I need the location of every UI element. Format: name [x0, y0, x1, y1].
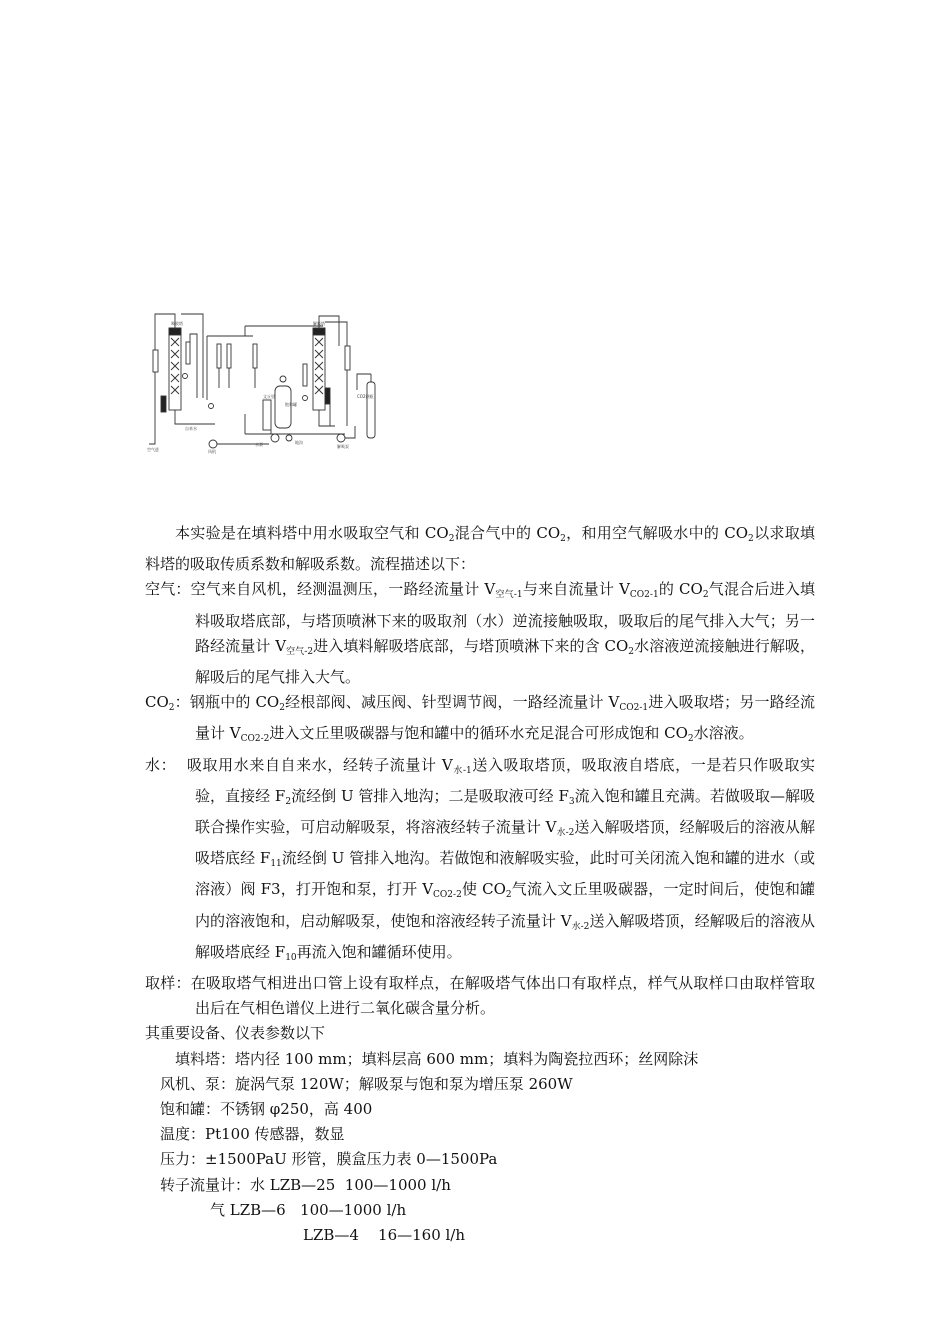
spec-rotameter-water: 转子流量计：水 LZB—25 100—1000 l/h: [160, 1175, 451, 1194]
spec-fan-pump: 风机、泵：旋涡气泵 120W；解吸泵与饱和泵为增压泵 260W: [160, 1074, 573, 1093]
diagram-label-absorber: 吸收塔: [171, 321, 183, 326]
fan-pump: [209, 440, 217, 448]
co2-paragraph: $CO_2$：钢瓶中的 $CO_2$经根部阀、减压阀、针型调节阀，一路经流量计 $V_{CO2-1}$进入吸取塔；另一路经流量计 $V_{CO2-2}$进入文丘里吸碳器与饱和罐中的循环水充足混合可形成饱和 $CO_2$水溶液。: [145, 693, 815, 745]
rotameter-water-2: [345, 346, 350, 370]
diagram-label-co2-cylinder: CO2钢瓶: [357, 394, 374, 399]
diagram-label-pump-right: 解吸泵: [337, 444, 349, 449]
rotameter-co2-1: [217, 344, 221, 368]
diagram-label-drain: 地沟: [295, 440, 303, 445]
desorption-pump: [337, 434, 345, 442]
air-paragraph: 空气：空气来自风机，经测温测压，一路经流量计 $V_{空气-1}$与来自流量计 $V_{CO2-1}$的 $CO_2$气混合后进入填料吸取塔底部，与塔顶喷淋下来的吸取剂（水）逆流接触吸取，吸取后的尾气排入大气；另一路经流量计 $V_{空气-2}$进入填料解吸塔底部，与塔顶喷淋下来的含 $CO_2$水溶液逆流接触进行解吸，解吸后的尾气排入大气。: [145, 580, 815, 687]
spec-rotameter-gas-1: 气 LZB—6 100—1000 l/h: [210, 1200, 407, 1219]
spec-temperature: 温度：Pt100 传感器，数显: [160, 1125, 345, 1144]
spec-rotameter-gas-2: LZB—4 16—160 l/h: [303, 1226, 466, 1245]
water-paragraph: 水： 吸取用水来自自来水，经转子流量计 $V_{水-1}$送入吸取塔顶，吸取液自塔底，一是若只作吸取实验，直接经 $F_2$流经倒 U 管排入地沟；二是吸取液可经 $F_3$流入饱和罐且充满。若做吸取—解吸联合操作实验，可启动解吸泵，将溶液经转子流量计 $V_{水-2}$送入解吸塔顶，经解吸后的溶液从解吸塔底经 $F_{11}$流经倒 U 管排入地沟。若做饱和液解吸实验，此时可关闭流入饱和罐的进水（或溶液）阀 F3，打开饱和泵，打开 $V_{CO2-2}$使 $CO_2$气流入文丘里吸碳器，一定时间后，使饱和罐内的溶液饱和，启动解吸泵，使饱和溶液经转子流量计 $V_{水-2}$送入解吸塔顶，经解吸后的溶液从解吸塔底经 $F_{10}$再流入饱和罐循环使用。: [145, 755, 816, 963]
diagram-label-desorber: 解吸塔: [313, 321, 325, 326]
spec-packing: 填料塔：塔内径 100 mm；填料层高 600 mm；填料为陶瓷拉西环；丝网除沫: [175, 1049, 699, 1068]
diagram-label-mixer: 文丘里: [263, 394, 275, 399]
absorber-column: [169, 328, 181, 410]
diagram-label-fan: 风机: [208, 449, 216, 454]
desorber-column: [313, 328, 325, 410]
water-label: 水：: [145, 755, 177, 774]
rotameter-air-2: [227, 344, 231, 368]
co2-label: $CO_2$：: [145, 693, 190, 714]
saturation-pump: [271, 434, 279, 442]
diagram-label-air-in: 空气进: [147, 447, 159, 452]
rotameter-co2-2: [253, 344, 257, 368]
rotameter-air-1: [153, 350, 158, 372]
saturation-tank: [275, 386, 291, 428]
specs-heading: 其重要设备、仪表参数以下: [145, 1024, 326, 1043]
sampling-paragraph: 取样：在吸取塔气相进出口管上设有取样点，在解吸塔气体出口有取样点，样气从取样口由取样管取出后在气相色谱仪上进行二氧化碳含量分析。: [145, 974, 815, 1018]
air-label: 空气：: [145, 580, 191, 599]
venturi-mixer: [263, 400, 271, 430]
document-body: [145, 521, 815, 1248]
diagram-label-saturation-tank: 饱和罐: [285, 402, 297, 407]
process-flow-diagram: [145, 306, 385, 454]
diagram-label-water-in: 自来水: [185, 426, 197, 431]
co2-cylinder: [367, 382, 375, 438]
spec-pressure: 压力：±1500PaU 形管，膜盒压力表 0—1500Pa: [160, 1150, 498, 1169]
spec-tank: 饱和罐：不锈钢 φ250，高 400: [160, 1100, 373, 1119]
intro-paragraph: 本实验是在填料塔中用水吸取空气和 $CO_2$混合气中的 $CO_2$，和用空气解吸水中的 $CO_2$以求取填料塔的吸取传质系数和解吸系数。流程描述以下：: [145, 524, 815, 574]
rotameter-water-1: [186, 342, 190, 364]
sampling-label: 取样：: [145, 974, 191, 993]
diagram-label-pump-left: 水泵: [255, 442, 263, 447]
